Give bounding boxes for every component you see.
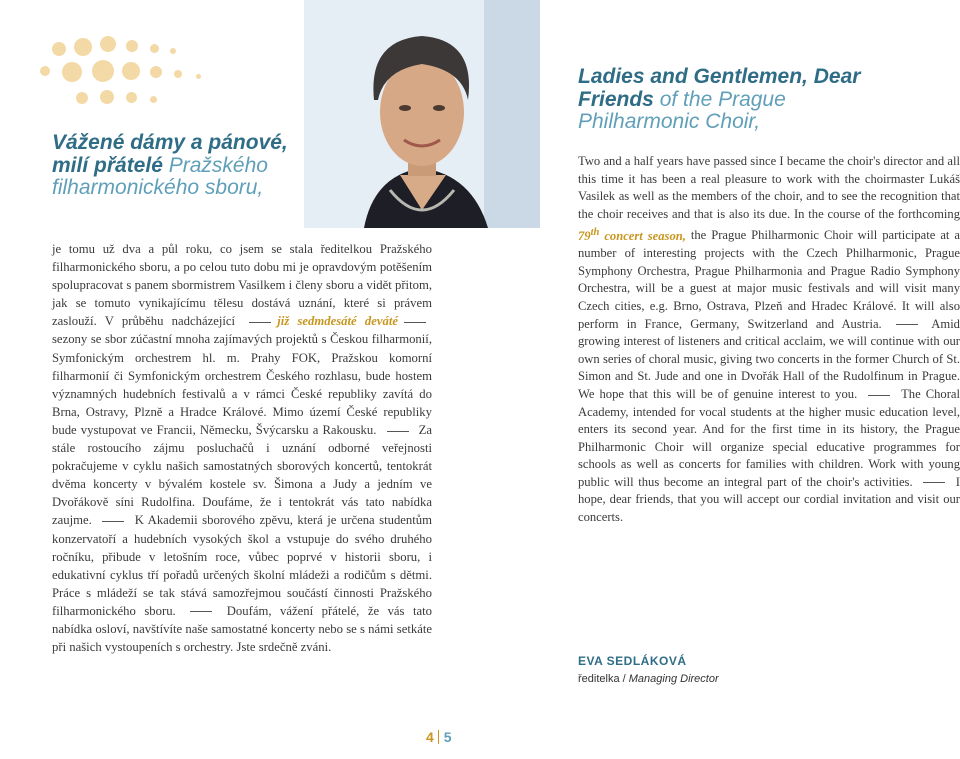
czech-body	[52, 240, 432, 656]
english-heading-light: of the Prague Philharmonic Choir,	[578, 87, 786, 134]
en-paragraph-4: The Choral Academy, intended for vocal students at the higher music education level, enters its second year. And for the first time in its history, the Prague Philharmonic Choir will organize special educative programmes for schools as well as concerts for families with children. Work with young public will thus become an integral part of the choir's activities.	[578, 386, 960, 489]
english-heading-bold: Ladies and Gentlemen, Dear Friends	[578, 65, 861, 111]
separator-dash	[404, 322, 426, 323]
separator-dash	[923, 482, 945, 483]
cz-paragraph-3: Za stále rostoucího zájmu posluchačů i uznání odborné veřejnosti pokračujeme v cyklu našich samostatných sborových koncertů, tentokrát dvěma koncerty v bývalém kostele sv. Šimona a Judy a jedním ve Dvořákově síni Rudolfina. Doufáme, že i tentokrát vás tato nabídka zaujme.	[52, 422, 432, 528]
director-portrait	[304, 0, 540, 228]
page-number-right: 5	[443, 729, 452, 745]
separator-dash	[249, 322, 271, 323]
en-highlight-text: concert season,	[604, 228, 686, 243]
czech-heading-light: Pražského filharmonického sboru,	[52, 153, 268, 200]
cz-paragraph-2: sezony se sbor zúčastní mnoha zajímavých projektů s Českou filharmonií, Symfonickým orchestrem hl. m. Prahy FOK, Pražskou komorní filharmonií či Symfonickým orchestrem Českého rozhlasu, bude hostem významných hudebních festivalů a v rámci České republiky zavítá do Brna, Ostravy, Plzně a Hradce Králové. Mimo území České republiky bude vystupovat ve Francii, Německu, Švýcarsku a Rakousku.	[52, 332, 432, 437]
english-heading	[578, 66, 878, 134]
page-numbers	[426, 729, 452, 745]
cz-paragraph-5: Doufám, vážení přátelé, že vás tato nabídka osloví, navštívíte naše samostatné koncerty nebo se s námi setkáte při našich vystoupeních s orchestry. Jste srdečně zváni.	[52, 603, 433, 655]
signature-name: EVA SEDLÁKOVÁ	[578, 654, 687, 668]
signature-role	[578, 673, 719, 685]
en-highlight-suffix: th	[590, 226, 600, 238]
page-number-left: 4	[426, 729, 434, 745]
en-highlight-number: 79	[578, 228, 591, 243]
signature-role-en: Managing Director	[628, 673, 719, 685]
czech-heading	[52, 132, 292, 200]
en-paragraph-2: the Prague Philharmonic Choir will participate at a number of interesting projects with the Czech Philharmonic, Prague Symphony Orchestra, Prague Philharmonia and Prague Radio Symphony Orchestra, will be a guest at major music festivals and will visit many Czech cities, e.g. Brno, Ostrava, Plzeň and Hradec Králové. It will also perform in France, Germany, Switzerland and Austria.	[578, 228, 960, 331]
page-divider	[438, 730, 439, 744]
signature-role-cz: ředitelka /	[578, 673, 626, 685]
separator-dash	[868, 395, 890, 396]
separator-dash	[896, 324, 918, 325]
separator-dash	[102, 521, 124, 522]
signature-block	[578, 654, 719, 685]
decorative-dots	[0, 30, 300, 130]
separator-dash	[190, 611, 212, 612]
separator-dash	[387, 431, 409, 432]
english-body	[578, 153, 960, 527]
cz-paragraph-4: K Akademii sborového zpěvu, která je určena studentům konzervatoří a hudebních vysokých škol a vstupuje do svého druhého ročníku, přibude v letošním roce, vůbec poprvé v historii sboru, i edukativní cyklus tří pořadů určených školní mládeži a rodičům s dětmi. Práce s mládeží se tak stává samozřejmou součástí činnosti Pražského filharmonického sboru.	[52, 513, 433, 618]
cz-highlight: již sedmdesáté deváté	[277, 314, 398, 329]
en-highlight	[578, 226, 686, 243]
en-paragraph-1: Two and a half years have passed since I became the choir's director and all this time it has been a real pleasure to work with the choirmaster Lukáš Vasilek as well as the members of the choir, and to see the recognition that the choir receives and that is also its due. In the course of the forthcoming	[578, 154, 960, 221]
en-paragraph-3: Amid growing interest of listeners and critical acclaim, we will continue with our own series of choral music, giving two concerts in the former Church of St. Simon and St. Jude and one in Dvořák Hall of the Rudolfinum in Prague. We hope that this will be of genuine interest to you.	[578, 316, 960, 401]
czech-heading-bold: Vážené dámy a pánové, milí přátelé	[52, 131, 288, 177]
cz-paragraph-1: je tomu už dva a půl roku, co jsem se stala ředitelkou Pražského filharmonického sboru, a po celou tuto dobu mi je opravdovým potěšením spolupracovat s panem sbormistrem Vasilkem i členy sboru a vidět přitom, jak se tomuto vynikajícímu tělesu dostává uznání, které si právem zaslouží. V průběhu nadcházející	[52, 242, 432, 329]
en-paragraph-5: I hope, dear friends, that you will accept our cordial invitation and visit our concerts.	[578, 474, 960, 525]
